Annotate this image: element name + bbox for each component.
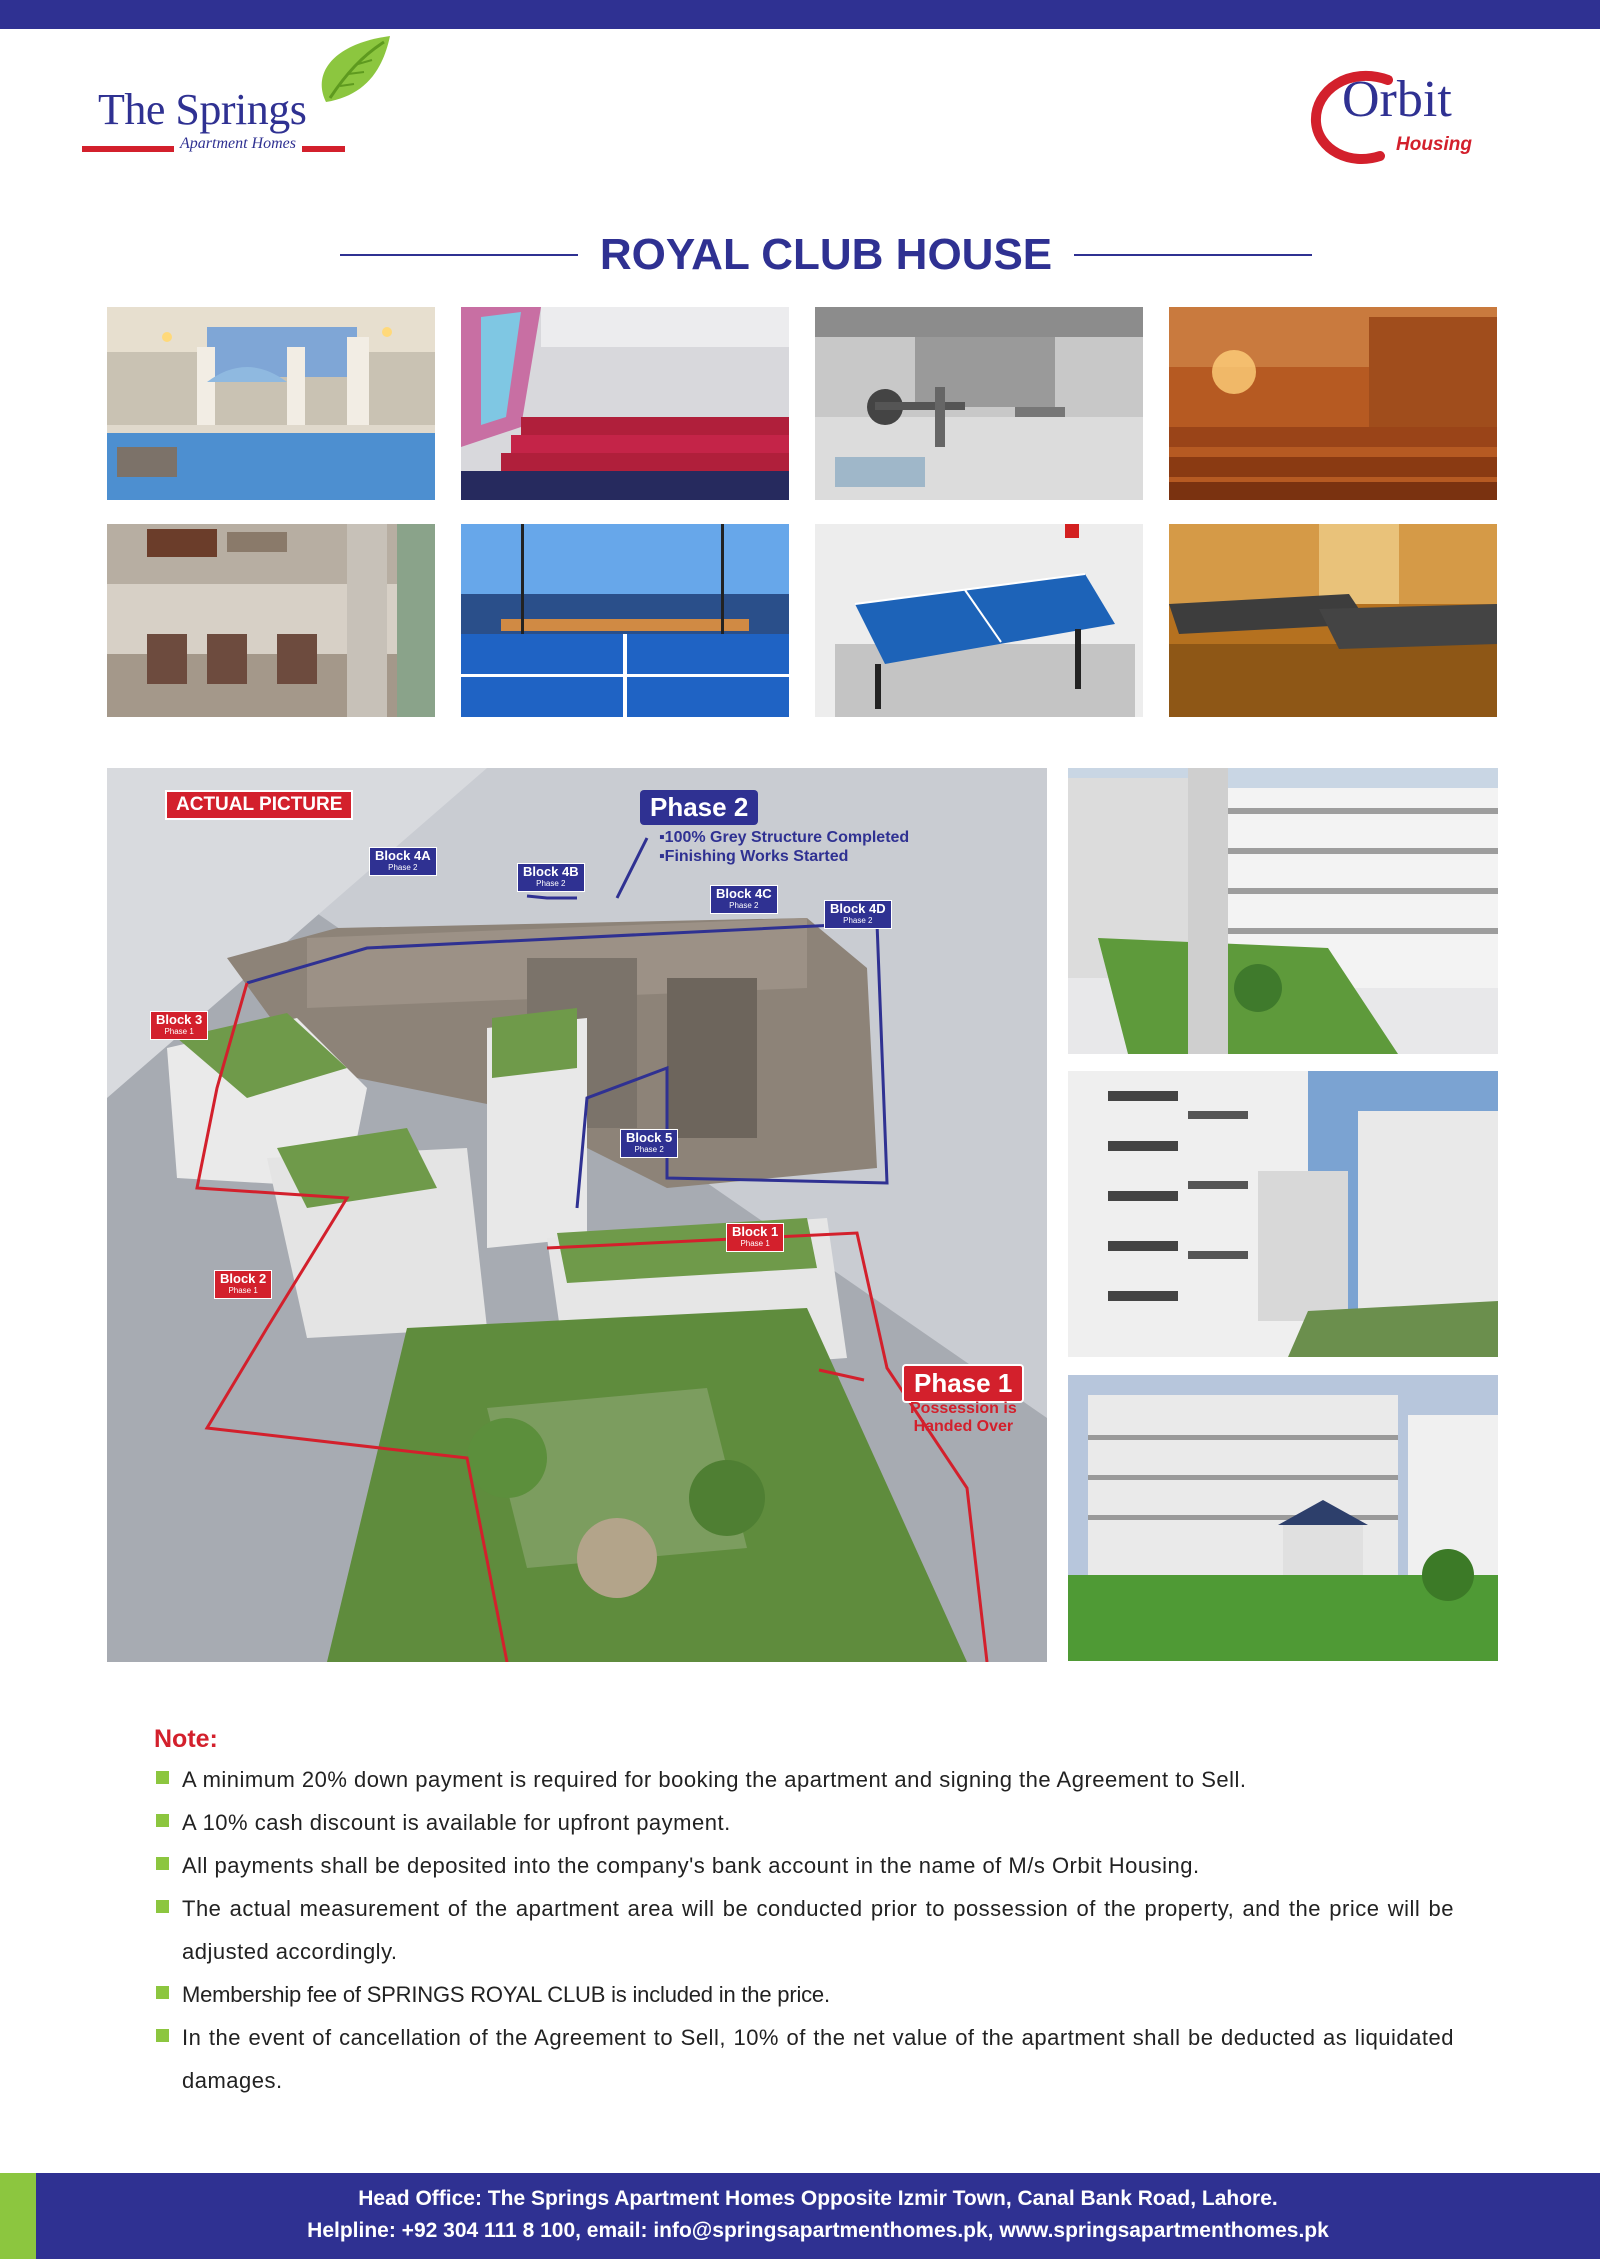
- note-item: In the event of cancellation of the Agreement to Sell, 10% of the net value of the apartment shall be deducted as liquidated damages.: [154, 2016, 1454, 2102]
- bullet-square-icon: [156, 1814, 169, 1827]
- block-3-label: Block 3 Phase 1: [150, 1011, 208, 1040]
- phase2-note: ▪Finishing Works Started: [659, 848, 849, 865]
- footer-accent: [0, 2173, 36, 2259]
- footer-contact: Helpline: +92 304 111 8 100, email: info@springsapartmenthomes.pk, www.springsapartmenthomes.pk: [307, 2219, 1329, 2242]
- note-item: Membership fee of SPRINGS ROYAL CLUB is included in the price.: [154, 1973, 1454, 2016]
- notes-heading: Note:: [154, 1725, 218, 1753]
- springs-logo-title: The Springs: [98, 85, 307, 134]
- photo-building-garden: [1068, 1375, 1498, 1661]
- title-rule-right: [1074, 254, 1312, 256]
- footer: [0, 2173, 1600, 2259]
- site-plan-aerial: [107, 768, 1047, 1662]
- phase1-notes: [910, 1400, 1017, 1436]
- block-5-label: Block 5 Phase 2: [620, 1129, 678, 1158]
- site-plan: [107, 768, 1047, 1662]
- note-item: The actual measurement of the apartment area will be conducted prior to possession of the property, and the price will be adjusted accordingly.: [154, 1887, 1454, 1973]
- section-title: [340, 220, 1312, 290]
- orbit-logo-word: Orbit: [1342, 71, 1452, 128]
- phase1-note: Possession is: [910, 1400, 1017, 1417]
- block-2-label: Block 2 Phase 1: [214, 1270, 272, 1299]
- bullet-square-icon: [156, 1857, 169, 1870]
- springs-logo: [80, 34, 355, 164]
- photo-swimming-pool: [107, 307, 435, 500]
- notes-section: [154, 1725, 1454, 2102]
- photo-cinema: [461, 307, 789, 500]
- note-item: A 10% cash discount is available for upfront payment.: [154, 1801, 1454, 1844]
- footer-address: Head Office: The Springs Apartment Homes Opposite Izmir Town, Canal Bank Road, Lahore.: [358, 2187, 1278, 2210]
- phase1-note: Handed Over: [913, 1418, 1014, 1435]
- note-item: All payments shall be deposited into the company's bank account in the name of M/s Orbit Housing.: [154, 1844, 1454, 1887]
- bullet-square-icon: [156, 1900, 169, 1913]
- photo-table-tennis-hall: [1169, 524, 1497, 717]
- notes-list: [154, 1758, 1454, 2102]
- photo-building-balconies: [1068, 1071, 1498, 1357]
- orbit-logo-sub: Housing: [1396, 134, 1472, 155]
- block-1-label: Block 1 Phase 1: [726, 1223, 784, 1252]
- phase2-label: Phase 2: [640, 790, 758, 825]
- photo-building-courtyard: [1068, 768, 1498, 1054]
- photo-sauna: [1169, 307, 1497, 500]
- title-rule-left: [340, 254, 578, 256]
- phase2-notes: [659, 828, 909, 866]
- block-4a-label: Block 4A Phase 2: [369, 847, 437, 876]
- photo-padel-court: [461, 524, 789, 717]
- photo-coffee-shop: [107, 524, 435, 717]
- block-4c-label: Block 4C Phase 2: [710, 885, 778, 914]
- springs-logo-subtitle: Apartment Homes: [174, 135, 302, 153]
- page-title: ROYAL CLUB HOUSE: [599, 230, 1053, 279]
- actual-picture-tag: ACTUAL PICTURE: [165, 790, 353, 820]
- bullet-square-icon: [156, 2029, 169, 2042]
- phase1-label: Phase 1: [902, 1364, 1024, 1403]
- top-bar: [0, 0, 1600, 29]
- bullet-square-icon: [156, 1986, 169, 1999]
- orbit-logo: [1310, 64, 1490, 174]
- photo-gym: [815, 307, 1143, 500]
- note-item: A minimum 20% down payment is required for booking the apartment and signing the Agreement to Sell.: [154, 1758, 1454, 1801]
- photo-table-tennis: [815, 524, 1143, 717]
- block-4b-label: Block 4B Phase 2: [517, 863, 585, 892]
- block-4d-label: Block 4D Phase 2: [824, 900, 892, 929]
- phase2-note: ▪100% Grey Structure Completed: [659, 829, 910, 846]
- bullet-square-icon: [156, 1771, 169, 1784]
